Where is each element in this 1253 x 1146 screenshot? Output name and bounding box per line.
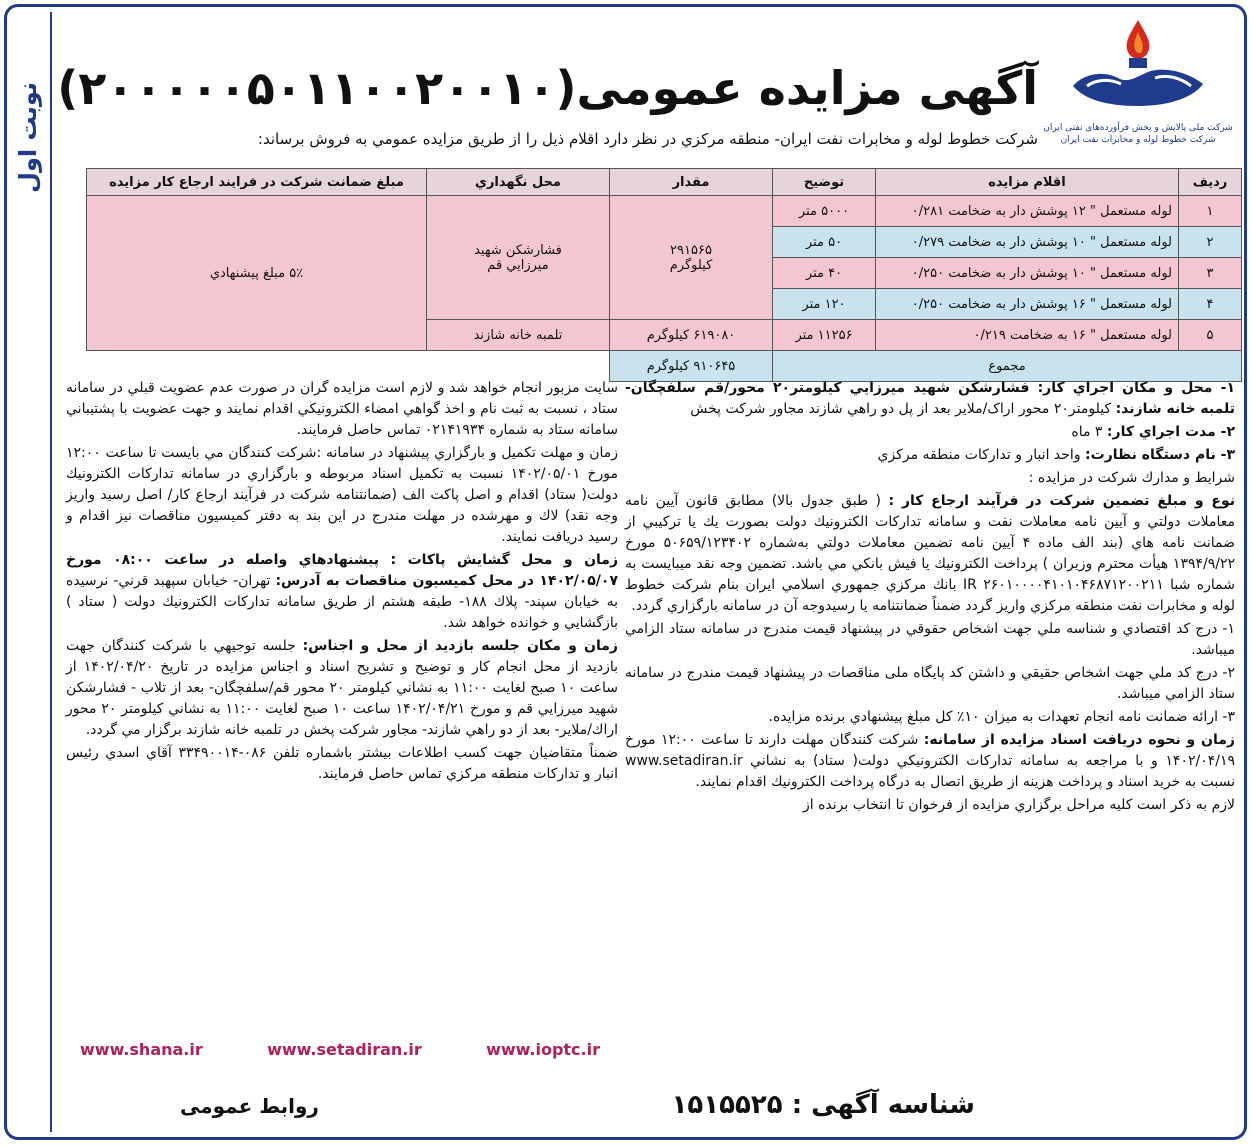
header-item: اقلام مزایده (876, 169, 1179, 196)
row-item: لوله مستعمل " ۱۰ پوشش دار به ضخامت ۰/۲۵۰ (876, 258, 1179, 289)
paragraph: زمان و محل گشایش پاکات : پیشنهادهاي واصله در ساعت ۰۸:۰۰ مورخ ۱۴۰۲/۰۵/۰۷ در محل کمیسیون مناقصات به آدرس: تهران- خیابان سپهبد قرني- نرسیده به خیابان سپند- پلاك ۱۸۸- طبقه هشتم از طریق سامانه تدارکات الکترونیك دولت ( ستاد ) بازگشایي و خوانده خواهد شد. (66, 552, 619, 631)
paragraph: ۲- مدت اجراي کار: ۳ ماه (1071, 424, 1235, 440)
conditions-right-column (625, 378, 1235, 818)
table-total-row (87, 351, 1242, 382)
row-item: لوله مستعمل " ۱۶ به ضخامت ۰/۲۱۹ (876, 320, 1179, 351)
row-item: لوله مستعمل " ۱۶ پوشش دار به ضخامت ۰/۲۵۰ (876, 289, 1179, 320)
public-relations-signature: روابط عمومی (180, 1094, 319, 1118)
edition-tab (10, 12, 52, 1132)
row-desc: ۱۲۰ متر (773, 289, 876, 320)
paragraph: زمان و مکان جلسه بازدید از محل و اجناس: جلسه توجیهي با شرکت کنندگان جهت بازدید از محل انجام کار و توضیح و تشریح اسناد و اجناس مزایده در تاریخ ۱۴۰۲/۰۴/۲۰ از ساعت ۱۰ صبح لغایت ۱۱:۰۰ به نشاني کیلومتر ۲۰ محور قم/سلفچگان- بعد از تلاب - فشارشکن شهید میرزایي قم و مورخ ۱۴۰۲/۰۴/۲۱ ساعت ۱۰ صبح لغایت ۱۱:۰۰ به نشاني کیلومتر ۲۰ محور اراك/ملایر- بعد از دو راهي شازند- مجاور شرکت پخش در تلمبه خانه شازند برگزار مي گردد. (66, 638, 619, 738)
total-value: ۹۱۰۶۴۵ کیلوگرم (610, 351, 773, 382)
ad-identifier: شناسه آگهی : ۱۵۱۵۵۲۵ (671, 1090, 975, 1120)
row-qty: ۶۱۹۰۸۰ کیلوگرم (610, 320, 773, 351)
paragraph: ۱- محل و مکان اجراي کار: فشارشکن شهید میرزایي کیلومتر۲۰ محور/قم سلفچگان- تلمبه خانه شازند: کیلومتر۲۰ محور اراک/ملایر بعد از پل دو راهي شازند مجاور شرکت پخش (625, 380, 1235, 417)
header-row-no: ردیف (1179, 169, 1242, 196)
paragraph: زمان و مهلت تکمیل و بارگزاري پیشنهاد در سامانه :شرکت کنندگان مي بایست تا ساعت ۱۲:۰۰ مورخ ۱۴۰۲/۰۵/۰۱ نسبت به تکمیل اسناد مربوطه و بارگزاري در سامانه تدارکات الکترونیك دولت( ستاد) اقدام و اصل پاکت الف (ضمانتنامه شرکت در فرآیند ارجاع کار/ اصل رسید واریز وجه نقد) لاك و مهرشده در مهلت مندرج در این بند به دفتر کمیسیون مناقصات نیز اقدام و رسید دریافت نمایند. (66, 445, 618, 545)
row-desc: ۴۰ متر (773, 258, 876, 289)
link-ioptc[interactable]: www.ioptc.ir (486, 1040, 600, 1059)
paragraph: ۳- نام دستگاه نظارت: واحد انبار و تدارکات منطقه مرکزي (877, 447, 1235, 463)
paragraph: ۱- درج کد اقتصادي و شناسه ملي جهت اشخاص حقوقي در پیشنهاد قیمت مندرج در سامانه ستاد الزامي میباشد. (625, 621, 1235, 658)
table-header-row (87, 169, 1242, 196)
table-row (87, 196, 1242, 227)
link-setadiran[interactable]: www.setadiran.ir (267, 1040, 422, 1059)
paragraph: ۲- درج کد ملي جهت اشخاص حقیقي و داشتن کد پایگاه ملی مناقصات در پیشنهاد قیمت مندرج در سامانه ستاد الزامي میباشد. (625, 665, 1235, 702)
row-number: ۳ (1179, 258, 1242, 289)
header-guarantee: مبلغ ضمانت شرکت در فرایند ارجاع کار مزایده (87, 169, 427, 196)
group-location-line2: میرزایي قم (487, 257, 549, 273)
company-logo (1043, 14, 1233, 164)
subtitle: شرکت خطوط لوله و مخابرات نفت ایران- منطقه مرکزي در نظر دارد اقلام ذیل را از طریق مزایده عمومي به فروش برساند: (257, 130, 1038, 148)
row-location: تلمبه خانه شازند (427, 320, 610, 351)
header-location: محل نگهداري (427, 169, 610, 196)
group-location-line1: فشارشکن شهید (474, 242, 562, 258)
paragraph: لازم به ذکر است کلیه مراحل برگزاري مزایده از فرخوان تا انتخاب برنده از (802, 797, 1235, 813)
group-qty-value: ۲۹۱۵۶۵ (670, 242, 712, 258)
edition-label: نوبت اول (14, 82, 42, 193)
group-location (427, 196, 610, 320)
guarantee-cell: ۵٪ مبلغ پیشنهادي (87, 196, 427, 351)
paragraph: ۳- ارائه ضمانت نامه انجام تعهدات به میزان ۱۰٪ کل مبلغ پیشنهادي برنده مزایده. (768, 709, 1235, 725)
row-number: ۵ (1179, 320, 1242, 351)
paragraph: شرایط و مدارك شرکت در مزایده : (1028, 470, 1235, 486)
conditions-left-column (66, 378, 618, 787)
row-number: ۴ (1179, 289, 1242, 320)
website-links (80, 1040, 600, 1059)
row-desc: ۱۱۲۵۶ متر (773, 320, 876, 351)
paragraph: زمان و نحوه دریافت اسناد مزایده از سامانه: شرکت کنندگان مهلت دارند تا ساعت ۱۲:۰۰ مورخ ۱۴۰۲/۰۴/۱۹ و با مراجعه به سامانه تدارکات الکترونیکي دولت( ستاد) به نشاني www.setadiran.ir نسبت به خرید اسناد و پرداخت هزینه از طریق اتصال به درگاه پرداخت الکترونیك اقدام نمایند. (625, 732, 1235, 790)
row-desc: ۵۰ متر (773, 227, 876, 258)
row-number: ۱ (1179, 196, 1242, 227)
row-item: لوله مستعمل " ۱۲ پوشش دار به ضخامت ۰/۲۸۱ (876, 196, 1179, 227)
row-number: ۲ (1179, 227, 1242, 258)
row-item: لوله مستعمل " ۱۰ پوشش دار به ضخامت ۰/۲۷۹ (876, 227, 1179, 258)
oil-company-logo-icon (1043, 14, 1233, 122)
group-qty (610, 196, 773, 320)
paragraph: سایت مزبور انجام خواهد شد و لازم است مزایده گران در صورت عدم عضویت قبلي در سامانه ستاد ، نسبت به ثبت نام و اخذ گواهي امضاء الکترونیکي اقدام نمایند و جهت عضویت با پشتیباني سامانه ستاد به شماره ۰۲۱۴۱۹۳۴ تماس حاصل فرمایند. (66, 380, 618, 438)
logo-caption-2: شرکت خطوط لوله و مخابرات نفت ایران (1060, 135, 1216, 145)
page-title: آگهی مزایده عمومی(۲۰۰۰۰۰۵۰۱۱۰۰۲۰۰۱۰) (57, 61, 1038, 115)
total-label: مجموع (773, 351, 1242, 382)
row-desc: ۵۰۰۰ متر (773, 196, 876, 227)
header-desc: توضیح (773, 169, 876, 196)
group-qty-unit: کیلوگرم (669, 257, 713, 273)
auction-items-table (86, 168, 1242, 382)
link-shana[interactable]: www.shana.ir (80, 1040, 203, 1059)
logo-caption-1: شرکت ملی پالایش و پخش فرآورده‌های نفتی ایران (1043, 123, 1233, 133)
paragraph: ضمناً متقاضیان جهت کسب اطلاعات بیشتر باشماره تلفن ۰۸۶-۳۳۴۹۰۰۱۴ آقاي اسدي رئیس انبار و تدارکات منطقه مرکزي تماس حاصل فرمایند. (66, 745, 618, 782)
paragraph: نوع و مبلغ تضمین شرکت در فرآیند ارجاع کار : ( طبق جدول بالا) مطابق قانون آیین نامه معاملات دولتي و آیین نامه معاملات نفت و سامانه تدارکات الکترونیك دولت بصورت یك یا ترکیبي از ضمانت نامه هاي (بند الف ماده ۴ آیین نامه تضمین معاملات دولتي به‌شماره ۵۰۶۵۹/۱۲۳۴۰۲ مورخ ۱۳۹۴/۹/۲۲ هیأت محترم وزیران ) پرداخت الکترونیك یا فیش بانکي مي باشد. تضمین وجه نقد میبایست به شماره شبا IR ۲۶۰۱۰۰۰۰۴۱۰۱۰۴۶۸۷۱۲۰۰۲۱۱ بانك مرکزي جمهوري اسلامي ایران بنام شرکت خطوط لوله و مخابرات نفت منطقه مرکزي واریز گردد ضمناً ضمانتنامه یا رسیدوجه آن در سامانه بارگزاري گردد. (625, 493, 1236, 614)
header-qty: مقدار (610, 169, 773, 196)
